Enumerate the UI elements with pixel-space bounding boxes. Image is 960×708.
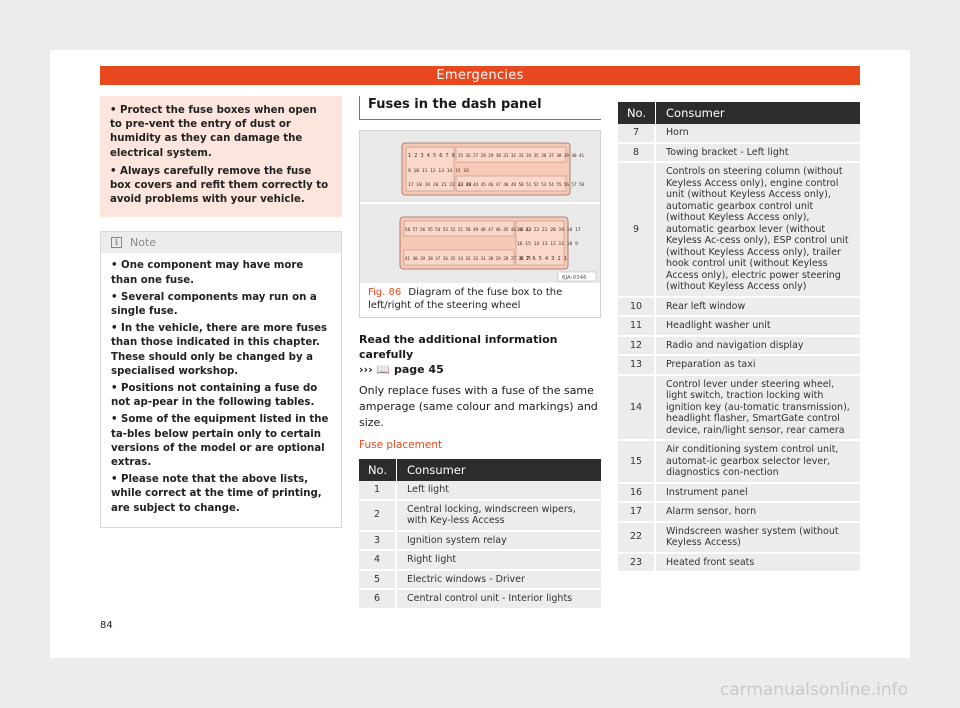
figure-code: 6JA-0346	[562, 275, 587, 281]
fuse-number: 23	[618, 554, 656, 574]
chapter-header: Emergencies	[100, 66, 860, 85]
table-row	[618, 337, 860, 357]
fuse-number: 9	[618, 163, 656, 298]
table-row	[359, 481, 601, 501]
table-row	[618, 144, 860, 164]
fuse-number: 7	[618, 124, 656, 144]
warning-box	[100, 96, 342, 217]
table-row	[618, 298, 860, 318]
fuse-consumer: Horn	[656, 124, 860, 144]
fuse-consumer: Electric windows - Driver	[397, 571, 601, 591]
table-row	[618, 124, 860, 144]
fuse-number: 10	[618, 298, 656, 318]
fuse-row-label: 24 23 22 21 20 19 18 17	[517, 228, 581, 233]
read-more	[359, 332, 601, 377]
fuse-consumer: Left light	[397, 481, 601, 501]
fuse-number: 15	[618, 441, 656, 484]
table-row	[618, 376, 860, 442]
fuse-consumer: Right light	[397, 551, 601, 571]
table-row	[618, 163, 860, 298]
table-row	[359, 501, 601, 532]
table-row	[618, 356, 860, 376]
fuse-table-2	[618, 102, 860, 573]
fuse-number: 11	[618, 317, 656, 337]
section-title: Fuses in the dash panel	[359, 96, 601, 120]
col-header-no: No.	[359, 459, 397, 481]
note-body	[101, 253, 341, 526]
fuse-row-label: 9 10 11 12 13 14 15 16	[408, 169, 469, 174]
table-row	[618, 523, 860, 554]
fuse-number: 17	[618, 503, 656, 523]
table-row	[618, 503, 860, 523]
note-item: • Positions not containing a fuse do not ap-pear in the following tables.	[111, 383, 318, 409]
table-row	[618, 441, 860, 484]
fuse-consumer: Instrument panel	[656, 484, 860, 504]
figure-caption-text: Diagram of the fuse box to the left/right of the steering wheel	[368, 287, 563, 311]
note-title: Note	[130, 236, 157, 250]
fuse-number: 4	[359, 551, 397, 571]
fuse-number: 5	[359, 571, 397, 591]
fuse-consumer: Controls on steering column (without Keyless Access only), engine control unit (without Keyless Access only), automatic gearbox control unit (without Keyless Access only), automatic gearbox lever (without Keyless Ac-cess only), ESP control unit (without Keyless Access only), trailer hook control unit (without Keyless Access only), electric power steering (without Keyless Access only)	[656, 163, 860, 298]
left-column	[100, 96, 342, 528]
fuse-consumer: Preparation as taxi	[656, 356, 860, 376]
fuse-placement-heading: Fuse placement	[359, 439, 443, 451]
fuse-number: 12	[618, 337, 656, 357]
fuse-row-label: 16 15 14 13 12 11 10 9	[517, 242, 578, 247]
fuse-consumer: Headlight washer unit	[656, 317, 860, 337]
warning-item: • Protect the fuse boxes when open to pre-vent the entry of dust or humidity as they can damage the electrical system.	[110, 105, 317, 159]
fuse-row-label: 1 2 3 4 5 6 7 8	[408, 153, 455, 159]
note-item: • One component may have more than one fuse.	[111, 260, 304, 286]
fuse-number: 22	[618, 523, 656, 554]
page-number: 84	[100, 620, 113, 631]
fuse-number: 8	[618, 144, 656, 164]
fuse-consumer: Radio and navigation display	[656, 337, 860, 357]
fuse-row-label: 58 57 56 55 54 53 52 51 50 49 48 47 46 45 44 43 42	[405, 227, 532, 232]
paragraph: Only replace fuses with a fuse of the same amperage (same colour and markings) and size.	[359, 384, 598, 429]
note-header	[101, 232, 341, 253]
fuse-consumer: Central locking, windscreen wipers, with Key-less Access	[397, 501, 601, 532]
watermark: carmanualsonline.info	[719, 680, 908, 700]
note-item: • Some of the equipment listed in the ta-bles below pertain only to certain versions of the model or are optional extras.	[111, 414, 329, 469]
fuse-consumer: Air conditioning system control unit, automat-ic gearbox selector lever, diagnostics con-nection	[656, 441, 860, 484]
middle-column	[359, 96, 601, 610]
read-more-text: Read the additional information carefully	[359, 333, 558, 361]
fuse-consumer: Central control unit - Interior lights	[397, 590, 601, 610]
fuse-number: 16	[618, 484, 656, 504]
fuse-consumer: Windscreen washer system (without Keyless Access)	[656, 523, 860, 554]
figure-number: Fig. 86	[368, 287, 402, 298]
note-box	[100, 231, 342, 527]
fuse-consumer: Ignition system relay	[397, 532, 601, 552]
fuse-number: 14	[618, 376, 656, 442]
col-header-no: No.	[618, 102, 656, 124]
fuse-number: 6	[359, 590, 397, 610]
table-row	[359, 590, 601, 610]
fuse-consumer: Towing bracket - Left light	[656, 144, 860, 164]
fuse-row-label: 42 43 44 45 46 47 48 49 50 51 52 53 54 55 56 57 58	[458, 182, 585, 187]
fuse-row-label: 17 18 19 20 21 22 23 24	[408, 183, 472, 188]
fuse-consumer: Alarm sensor, horn	[656, 503, 860, 523]
figure-86	[359, 130, 601, 318]
note-item: • In the vehicle, there are more fuses than those indicated in this chapter. These should only be changed by a specialised workshop.	[111, 323, 328, 377]
fuse-number: 1	[359, 481, 397, 501]
fuse-consumer: Rear left window	[656, 298, 860, 318]
fuse-table-1	[359, 459, 601, 610]
note-item: • Several components may run on a single fuse.	[111, 291, 317, 318]
right-column	[618, 102, 860, 573]
warning-item: • Always carefully remove the fuse box covers and refit them correctly to avoid problems with your vehicle.	[110, 165, 329, 206]
table-row	[618, 317, 860, 337]
fuse-number: 2	[359, 501, 397, 532]
fuse-row-label: 8 7 6 5 4 3 2 1	[520, 256, 567, 262]
fuse-row-label: 41 40 39 38 37 36 35 34 33 32 31 30 29 28 27 26 25	[405, 256, 532, 261]
figure-caption	[368, 286, 594, 312]
table-row	[618, 554, 860, 574]
fuse-row-label: 25 26 27 28 29 30 31 32 33 34 35 36 37 38 39 40 41	[458, 153, 585, 158]
note-item: • Please note that the above lists, while correct at the time of printing, are subject to change.	[111, 474, 322, 514]
table-row	[359, 551, 601, 571]
table-row	[359, 571, 601, 591]
fuse-box-diagram	[360, 131, 600, 283]
table-row	[618, 484, 860, 504]
table-row	[359, 532, 601, 552]
col-header-consumer: Consumer	[397, 459, 601, 481]
fuse-number: 13	[618, 356, 656, 376]
col-header-consumer: Consumer	[656, 102, 860, 124]
fuse-consumer: Control lever under steering wheel, light switch, traction locking with ignition key (au-tomatic transmission), headlight flasher, SmartGate control device, rain/light sensor, rear camera	[656, 376, 860, 442]
fuse-number: 3	[359, 532, 397, 552]
fuse-consumer: Heated front seats	[656, 554, 860, 574]
read-more-link[interactable]: ››› 📖 page 45	[359, 363, 444, 376]
info-icon: i	[111, 237, 122, 248]
